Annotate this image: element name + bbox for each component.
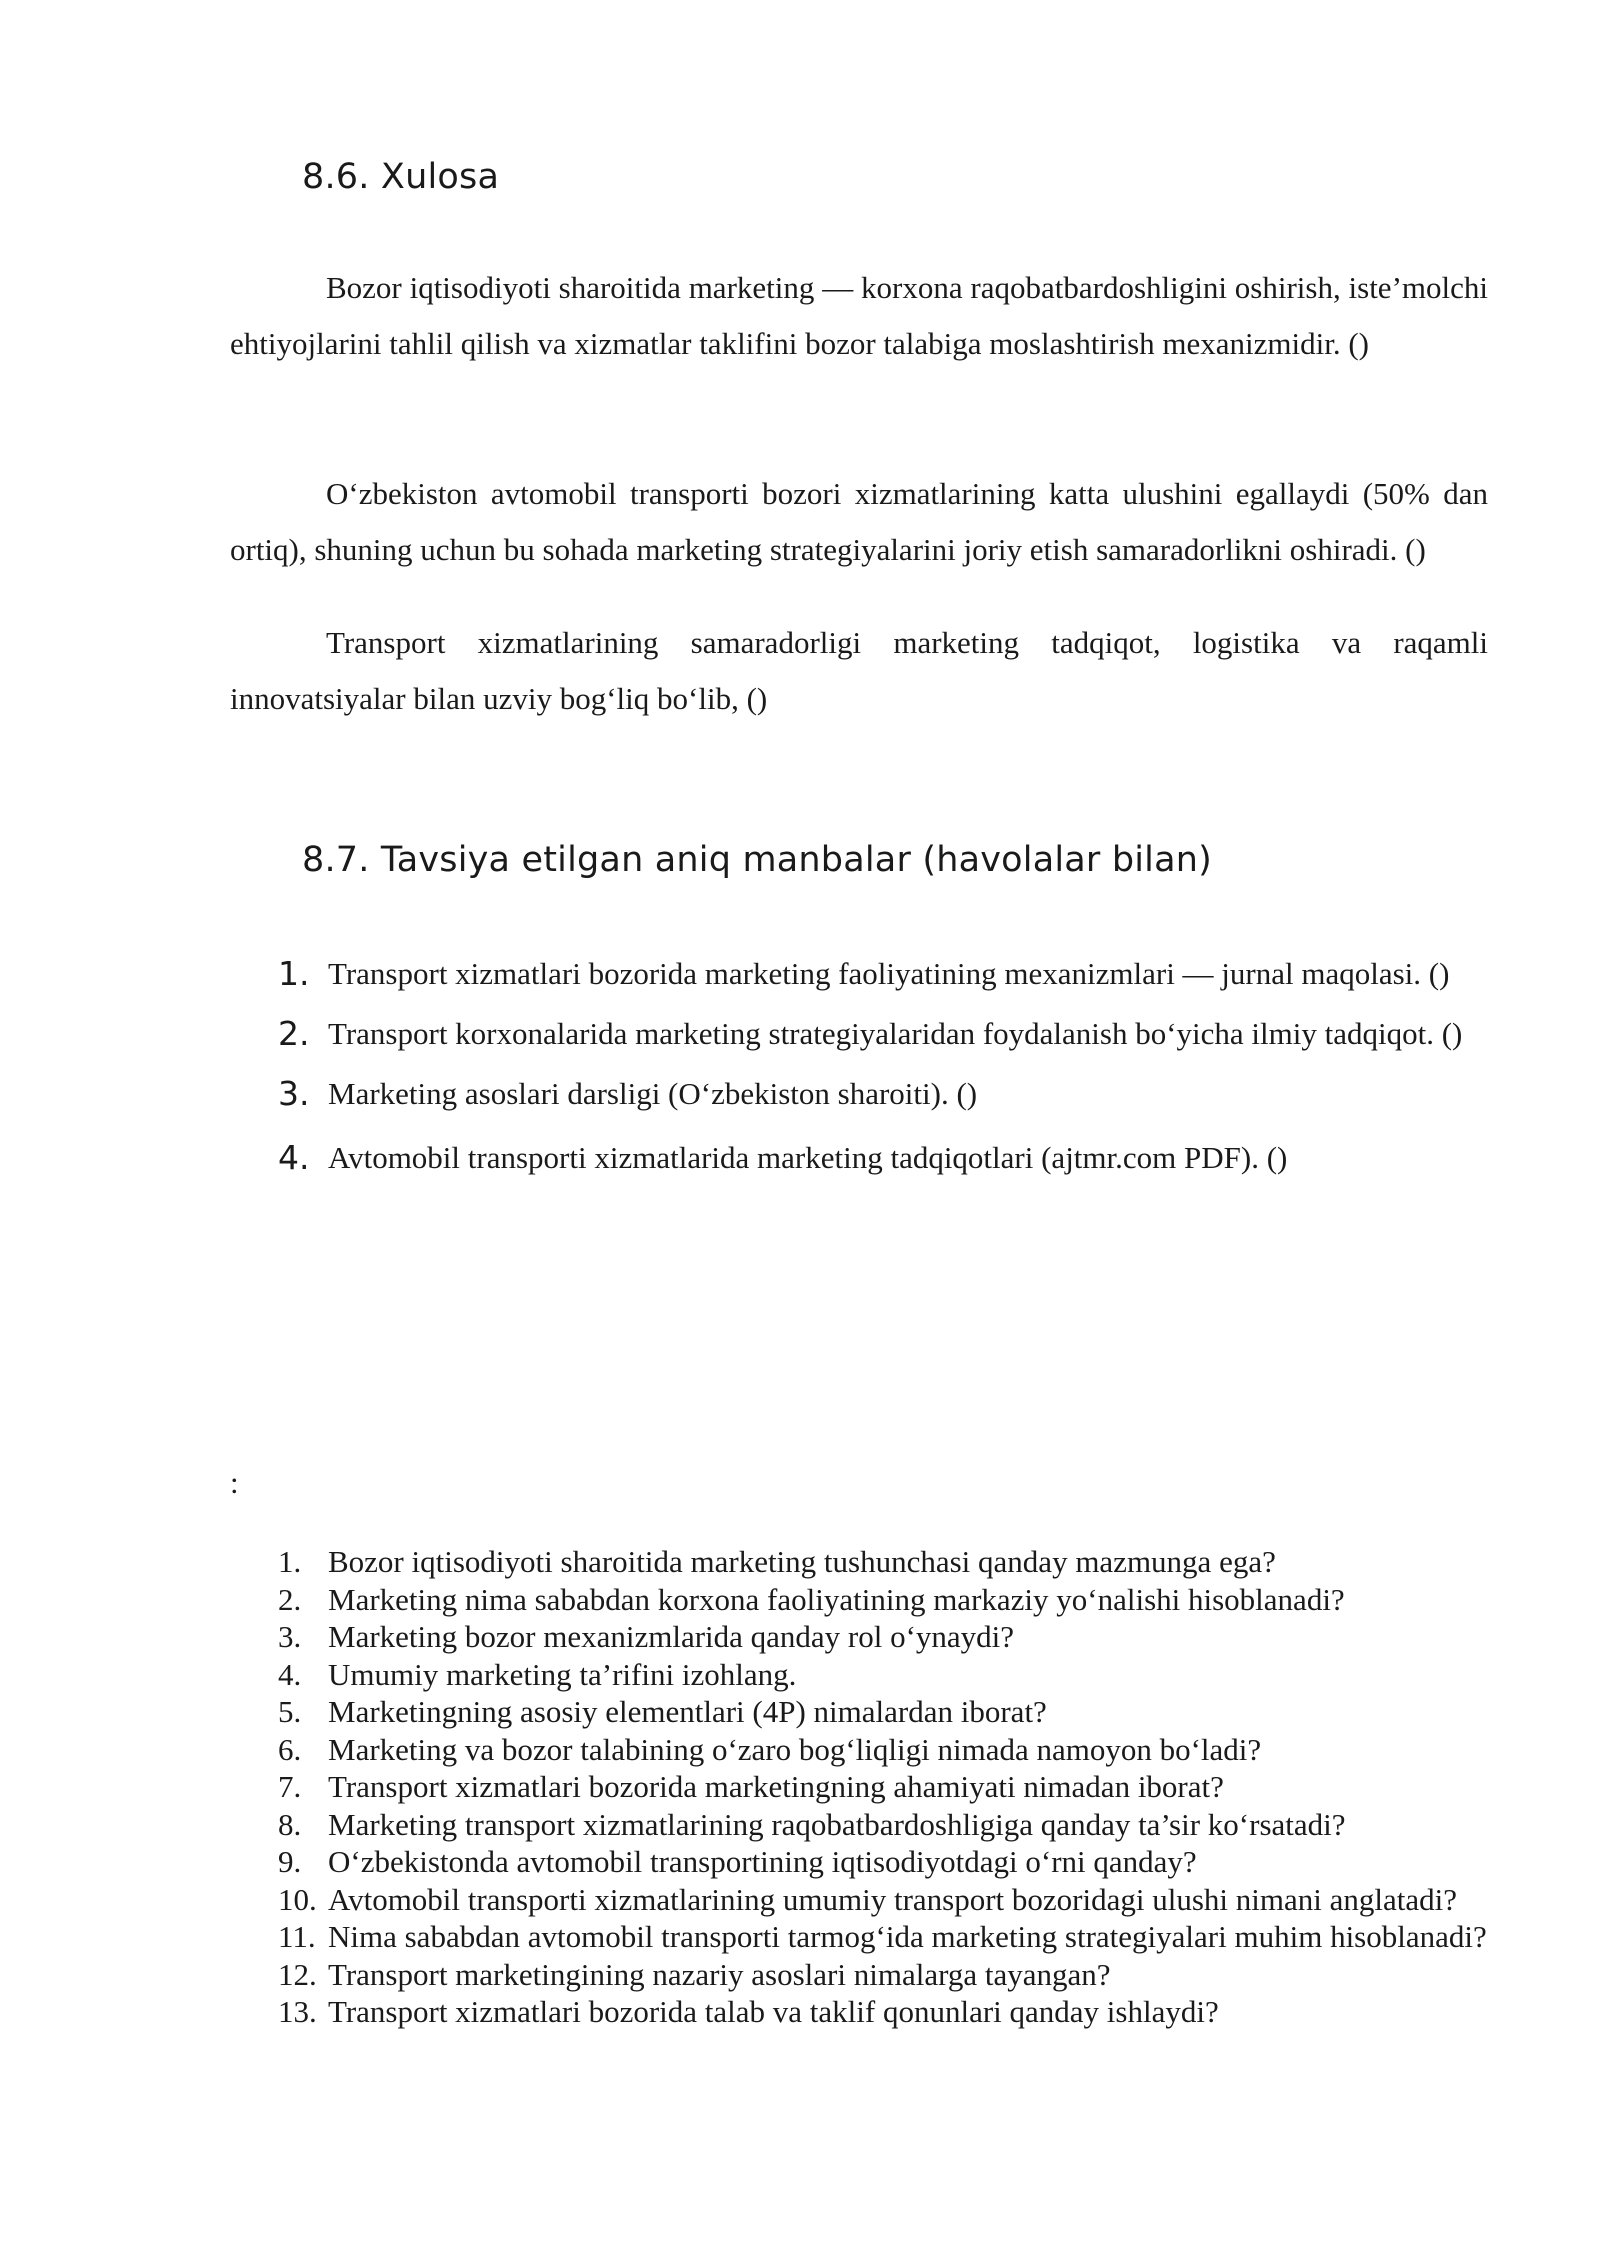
source-item bbox=[230, 1005, 1488, 1063]
question-text: O‘zbekistonda avtomobil transportining iqtisodiyotdagi o‘rni qanday? bbox=[328, 1844, 1197, 1879]
question-text: Marketingning asosiy elementlari (4P) nimalardan iborat? bbox=[328, 1694, 1047, 1729]
source-item bbox=[230, 1129, 1488, 1187]
question-item bbox=[230, 1918, 1488, 1956]
list-number: 2. bbox=[278, 1014, 310, 1053]
conclusion-paragraph-2: O‘zbekiston avtomobil transporti bozori xizmatlarining katta ulushini egallaydi (50% dan ortiq), shuning uchun bu sohada marketing strategiyalarini joriy etish samaradorlikni oshiradi. () bbox=[230, 476, 1488, 567]
source-text: Marketing asoslari darsligi (O‘zbekiston sharoiti). () bbox=[328, 1076, 978, 1111]
question-item bbox=[230, 1843, 1488, 1881]
sources-list bbox=[230, 945, 1488, 1187]
questions-list bbox=[230, 1543, 1488, 2031]
source-text: Avtomobil transporti xizmatlarida marketing tadqiqotlari (ajtmr.com PDF). () bbox=[328, 1140, 1288, 1175]
question-item bbox=[230, 1881, 1488, 1919]
question-item bbox=[230, 1581, 1488, 1619]
list-number: 7. bbox=[278, 1769, 302, 1804]
question-text: Transport xizmatlari bozorida talab va taklif qonunlari qanday ishlaydi? bbox=[328, 1994, 1219, 2029]
list-number: 11. bbox=[278, 1919, 316, 1954]
source-text: Transport korxonalarida marketing strategiyalaridan foydalanish bo‘yicha ilmiy tadqiqot. () bbox=[328, 1016, 1463, 1051]
question-text: Marketing bozor mexanizmlarida qanday rol o‘ynaydi? bbox=[328, 1619, 1015, 1654]
question-item bbox=[230, 1731, 1488, 1769]
list-number: 12. bbox=[278, 1956, 317, 1992]
list-number: 4. bbox=[278, 1138, 310, 1177]
section-heading-sources: 8.7. Tavsiya etilgan aniq manbalar (havolalar bilan) bbox=[302, 840, 1212, 880]
question-text: Marketing transport xizmatlarining raqobatbardoshligiga qanday ta’sir ko‘rsatadi? bbox=[328, 1806, 1346, 1842]
question-text: Marketing nima sababdan korxona faoliyatining markaziy yo‘nalishi hisoblanadi? bbox=[328, 1581, 1345, 1617]
list-number: 1. bbox=[278, 1544, 302, 1579]
list-number: 3. bbox=[278, 1074, 310, 1113]
list-number: 3. bbox=[278, 1619, 302, 1654]
question-item bbox=[230, 1618, 1488, 1656]
question-text: Transport marketingining nazariy asoslari nimalarga tayangan? bbox=[328, 1956, 1111, 1992]
list-number: 8. bbox=[278, 1806, 302, 1842]
question-item bbox=[230, 1768, 1488, 1806]
list-number: 6. bbox=[278, 1731, 302, 1767]
conclusion-paragraph-3: Transport xizmatlarining samaradorligi marketing tadqiqot, logistika va raqamli innovatsiyalar bilan uzviy bog‘liq bo‘lib, () bbox=[230, 625, 1488, 716]
list-number: 1. bbox=[278, 954, 310, 993]
list-number: 2. bbox=[278, 1581, 302, 1617]
question-text: Avtomobil transporti xizmatlarining umumiy transport bozoridagi ulushi nimani anglatadi? bbox=[328, 1881, 1457, 1917]
list-number: 13. bbox=[278, 1994, 317, 2029]
question-item bbox=[230, 1956, 1488, 1994]
question-text: Nima sababdan avtomobil transporti tarmog‘ida marketing strategiyalari muhim hisoblanadi? bbox=[328, 1919, 1487, 1954]
questions-label: : bbox=[230, 1465, 239, 1500]
question-text: Umumiy marketing ta’rifini izohlang. bbox=[328, 1656, 797, 1692]
list-number: 4. bbox=[278, 1656, 302, 1692]
source-item bbox=[230, 945, 1488, 1003]
source-item bbox=[230, 1065, 1488, 1123]
question-text: Bozor iqtisodiyoti sharoitida marketing tushunchasi qanday mazmunga ega? bbox=[328, 1544, 1276, 1579]
question-text: Transport xizmatlari bozorida marketingning ahamiyati nimadan iborat? bbox=[328, 1769, 1224, 1804]
list-number: 5. bbox=[278, 1694, 302, 1729]
question-item bbox=[230, 1993, 1488, 2031]
question-item bbox=[230, 1693, 1488, 1731]
source-text: Transport xizmatlari bozorida marketing faoliyatining mexanizmlari — jurnal maqolasi. () bbox=[328, 956, 1450, 991]
section-heading-conclusion: 8.6. Xulosa bbox=[302, 157, 500, 197]
list-number: 10. bbox=[278, 1881, 317, 1917]
question-text: Marketing va bozor talabining o‘zaro bog‘liqligi nimada namoyon bo‘ladi? bbox=[328, 1731, 1262, 1767]
question-item bbox=[230, 1656, 1488, 1694]
question-item bbox=[230, 1543, 1488, 1581]
list-number: 9. bbox=[278, 1844, 302, 1879]
question-item bbox=[230, 1806, 1488, 1844]
conclusion-paragraph-1: Bozor iqtisodiyoti sharoitida marketing — korxona raqobatbardoshligini oshirish, iste’molchi ehtiyojlarini tahlil qilish va xizmatlar taklifini bozor talabiga moslashtirish mexanizmidir. () bbox=[230, 270, 1488, 361]
